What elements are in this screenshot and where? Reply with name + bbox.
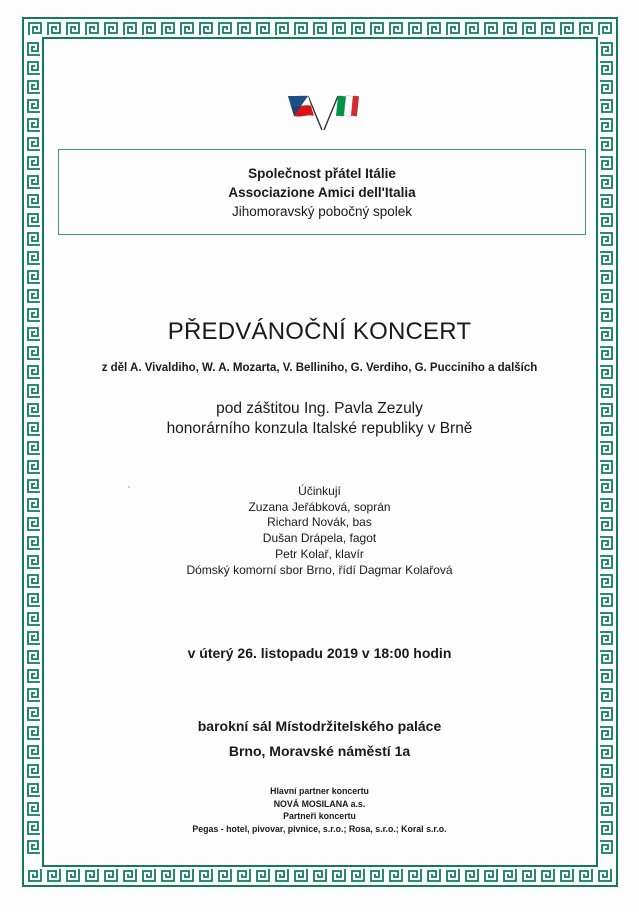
greek-key-motif: [238, 869, 250, 881]
greek-key-motif: [28, 176, 40, 188]
venue-line-2: Brno, Moravské náměstí 1a: [228, 743, 411, 759]
greek-key-motif: [162, 23, 174, 35]
greek-key-motif: [600, 670, 612, 682]
greek-key-motif: [200, 869, 212, 881]
greek-key-motif: [28, 841, 40, 853]
greek-key-motif: [333, 23, 345, 35]
greek-key-motif: [600, 43, 612, 55]
greek-key-motif: [28, 195, 40, 207]
greek-key-motif: [600, 461, 612, 473]
greek-key-motif: [600, 233, 612, 245]
greek-key-motif: [542, 869, 554, 881]
main-partner-heading: Hlavní partner koncertu: [270, 786, 369, 796]
greek-key-motif: [28, 43, 40, 55]
greek-key-motif: [428, 869, 440, 881]
patronage-line-2: honorárního konzula Italské republiky v Brně: [166, 420, 473, 437]
concert-subtitle: z děl A. Vivaldiho, W. A. Mozarta, V. Belliniho, G. Verdiho, G. Pucciniho a dalších: [101, 362, 538, 374]
greek-key-motif: [162, 869, 174, 881]
organization-box: [58, 149, 586, 235]
greek-key-motif: [238, 23, 250, 35]
greek-key-motif: [28, 119, 40, 131]
greek-key-motif: [600, 290, 612, 302]
event-venue: [30, 714, 609, 764]
greek-key-motif: [600, 594, 612, 606]
greek-key-motif: [295, 23, 307, 35]
greek-key-motif: [28, 613, 40, 625]
greek-key-motif: [600, 176, 612, 188]
greek-key-motif: [352, 23, 364, 35]
greek-key-motif: [600, 613, 612, 625]
greek-key-motif: [314, 869, 326, 881]
greek-key-motif: [276, 23, 288, 35]
flag-pole-right: [324, 96, 338, 130]
greek-key-motif: [28, 290, 40, 302]
greek-key-motif: [352, 869, 364, 881]
greek-key-motif: [181, 23, 193, 35]
greek-key-motif: [600, 385, 612, 397]
greek-key-motif: [28, 214, 40, 226]
greek-key-motif: [600, 119, 612, 131]
greek-key-motif: [295, 869, 307, 881]
greek-key-motif: [124, 23, 136, 35]
greek-key-motif: [314, 23, 326, 35]
organization-name-italian: Associazione Amici dell'Italia: [228, 185, 416, 200]
patronage: [30, 399, 609, 439]
greek-key-motif: [67, 869, 79, 881]
greek-key-motif: [257, 869, 269, 881]
greek-key-motif: [561, 23, 573, 35]
greek-key-motif: [580, 869, 592, 881]
greek-key-motif: [28, 233, 40, 245]
greek-key-motif: [428, 23, 440, 35]
greek-key-motif: [600, 214, 612, 226]
greek-key-motif: [600, 442, 612, 454]
greek-key-motif: [29, 23, 41, 35]
greek-key-motif: [276, 869, 288, 881]
greek-key-motif: [466, 869, 478, 881]
greek-key-motif: [504, 869, 516, 881]
greek-key-motif: [124, 869, 136, 881]
greek-key-motif: [390, 869, 402, 881]
greek-key-motif: [600, 62, 612, 74]
greek-key-motif: [409, 23, 421, 35]
greek-key-motif: [86, 23, 98, 35]
greek-key-motif: [561, 869, 573, 881]
greek-key-motif: [333, 869, 345, 881]
greek-key-motif: [29, 869, 41, 881]
concert-title: PŘEDVÁNOČNÍ KONCERT: [167, 318, 472, 345]
greek-key-motif: [28, 100, 40, 112]
organization-branch: Jihomoravský pobočný spolek: [231, 204, 413, 219]
greek-key-motif: [600, 347, 612, 359]
greek-key-motif: [600, 689, 612, 701]
greek-key-motif: [580, 23, 592, 35]
greek-key-motif: [257, 23, 269, 35]
greek-key-motif: [28, 138, 40, 150]
greek-key-motif: [28, 157, 40, 169]
greek-key-motif: [28, 252, 40, 264]
greek-key-motif: [600, 157, 612, 169]
greek-key-motif: [390, 23, 402, 35]
greek-key-motif: [600, 252, 612, 264]
greek-key-motif: [600, 100, 612, 112]
greek-key-motif: [86, 869, 98, 881]
greek-key-motif: [447, 23, 459, 35]
greek-key-motif: [219, 869, 231, 881]
greek-key-motif: [143, 23, 155, 35]
greek-key-motif: [600, 765, 612, 777]
greek-key-motif: [371, 23, 383, 35]
greek-key-motif: [504, 23, 516, 35]
greek-key-motif: [67, 23, 79, 35]
greek-key-motif: [105, 23, 117, 35]
greek-key-motif: [28, 689, 40, 701]
greek-key-motif: [600, 138, 612, 150]
greek-key-motif: [28, 632, 40, 644]
greek-key-motif: [600, 841, 612, 853]
main-partner-name: NOVÁ MOSILANA a.s.: [273, 798, 366, 809]
greek-key-motif: [600, 271, 612, 283]
greek-key-motif: [28, 62, 40, 74]
greek-key-motif: [28, 347, 40, 359]
greek-key-motif: [523, 23, 535, 35]
organization-name-czech: Společnost přátel Itálie: [248, 166, 396, 181]
venue-line-1: barokní sál Místodržitelského paláce: [197, 718, 442, 734]
greek-key-motif: [28, 461, 40, 473]
greek-key-motif: [447, 869, 459, 881]
greek-key-motif: [28, 81, 40, 93]
greek-key-motif: [219, 23, 231, 35]
greek-key-motif: [28, 765, 40, 777]
performer-item: Petr Kolař, klavír: [275, 546, 364, 561]
event-datetime: v úterý 26. listopadu 2019 v 18:00 hodin: [187, 645, 452, 661]
partners-heading: Partneři koncertu: [283, 811, 356, 821]
performer-item: Richard Novák, bas: [267, 515, 372, 530]
greek-key-motif: [600, 81, 612, 93]
greek-key-motif: [523, 869, 535, 881]
greek-key-motif: [599, 23, 611, 35]
greek-key-motif: [143, 869, 155, 881]
greek-key-motif: [181, 869, 193, 881]
greek-key-motif: [48, 869, 60, 881]
czech-flag-icon: [288, 95, 314, 116]
italian-flag-icon: [336, 96, 359, 117]
greek-key-motif: [409, 869, 421, 881]
greek-key-motif: [599, 869, 611, 881]
performer-item: Zuzana Jeřábková, soprán: [248, 499, 391, 514]
greek-key-motif: [28, 271, 40, 283]
greek-key-motif: [28, 670, 40, 682]
greek-key-motif: [542, 23, 554, 35]
performers-heading: Účinkují: [298, 484, 341, 498]
greek-key-motif: [28, 385, 40, 397]
greek-key-motif: [600, 195, 612, 207]
greek-key-motif: [28, 594, 40, 606]
partners-block: [30, 785, 609, 835]
greek-key-motif: [466, 23, 478, 35]
greek-key-motif: [485, 869, 497, 881]
performer-item: Dušan Drápela, fagot: [262, 531, 377, 546]
greek-key-motif: [48, 23, 60, 35]
crossed-flags-icon: [286, 86, 360, 132]
partners-list: Pegas - hotel, pivovar, pivnice, s.r.o.; Rosa, s.r.o.; Koral s.r.o.: [192, 823, 447, 834]
greek-key-motif: [600, 632, 612, 644]
greek-key-motif: [28, 442, 40, 454]
greek-key-motif: [105, 869, 117, 881]
greek-key-motif: [200, 23, 212, 35]
performer-item: Dómský komorní sbor Brno, řídí Dagmar Kolařová: [186, 562, 453, 577]
performers-list: [30, 484, 609, 578]
patronage-line-1: pod záštitou Ing. Pavla Zezuly: [216, 400, 423, 417]
greek-key-motif: [371, 869, 383, 881]
greek-key-motif: [485, 23, 497, 35]
